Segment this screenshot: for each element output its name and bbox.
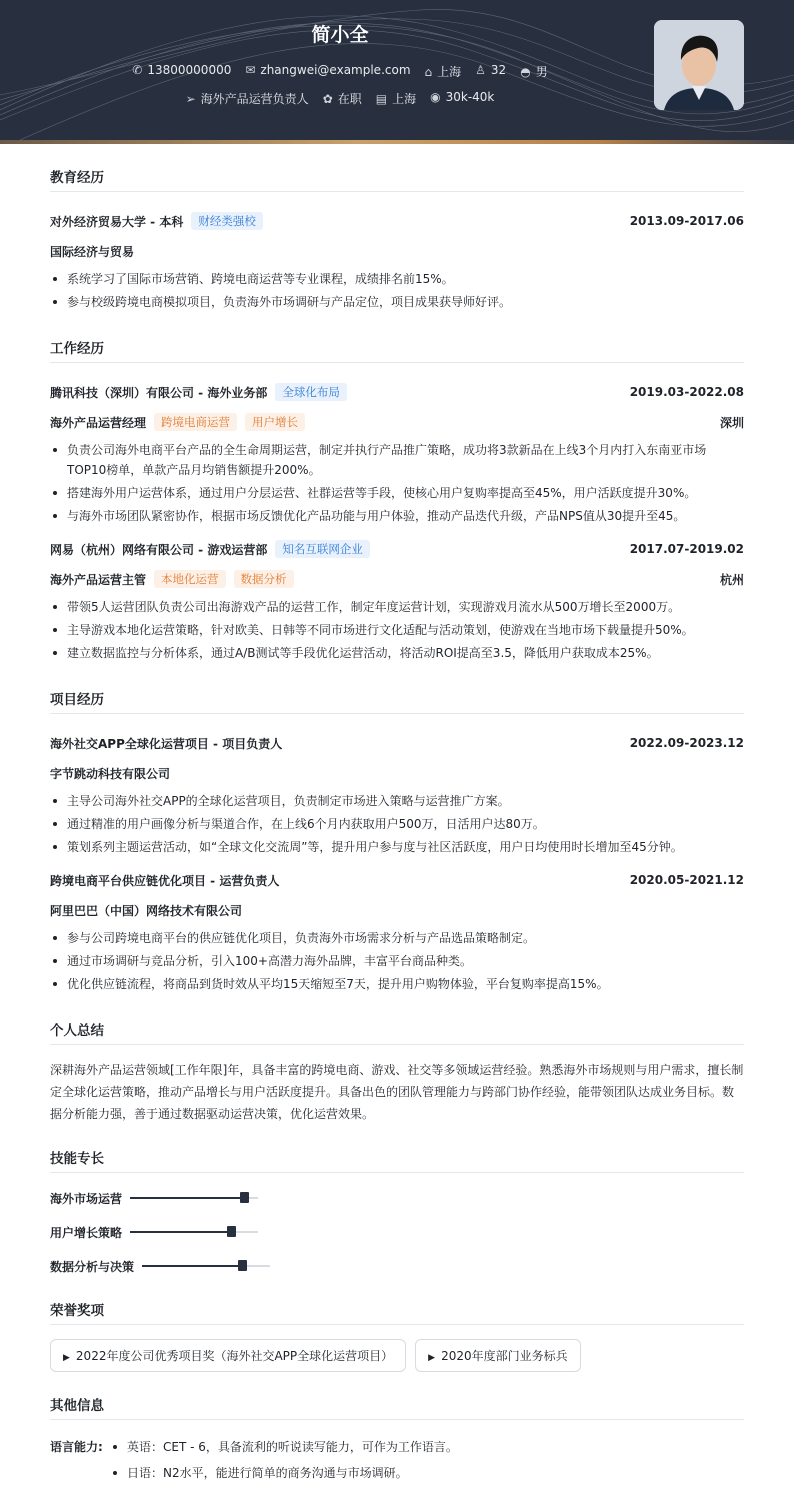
project-item	[50, 728, 744, 857]
project-org: 字节跳动科技有限公司	[50, 766, 171, 781]
gender: ◓ 男	[520, 65, 548, 79]
skill-level-knob	[240, 1192, 249, 1203]
work-title: 工作经历	[50, 315, 744, 363]
list-item: 与海外市场团队紧密协作，根据市场反馈优化产品功能与用户体验，推动产品迭代升级，产品NPS值从30提升至45。	[50, 506, 744, 526]
award-item[interactable]: ▶ 2020年度部门业务标兵	[415, 1339, 580, 1372]
skill-level-bar	[130, 1231, 258, 1233]
skill-level-bar	[142, 1265, 270, 1267]
list-item: 英语：CET - 6，具备流利的听说读写能力，可作为工作语言。	[110, 1437, 458, 1457]
list-item: 带领5人运营团队负责公司出海游戏产品的运营工作，制定年度运营计划，实现游戏月流水从500万增长至2000万。	[50, 597, 744, 617]
projects-title: 项目经历	[50, 666, 744, 714]
skill-level-bar	[130, 1197, 258, 1199]
project-org: 阿里巴巴（中国）网络技术有限公司	[50, 903, 243, 918]
date: 2019.03-2022.08	[629, 385, 744, 399]
list-item: 策划系列主题运营活动，如“全球文化交流周”等，提升用户参与度与社区活跃度，用户日均使用时长增加至45分钟。	[50, 837, 744, 857]
education-title: 教育经历	[50, 144, 744, 192]
project-name: 跨境电商平台供应链优化项目 - 运营负责人	[50, 873, 280, 888]
list-item: 建立数据监控与分析体系，通过A/B测试等手段优化运营活动，将活动ROI提高至3.5，降低用户获取成本25%。	[50, 643, 744, 663]
list-item: 通过精准的用户画像分析与渠道合作，在上线6个月内获取用户500万，日活用户达80万。	[50, 814, 744, 834]
project-item	[50, 865, 744, 994]
major: 国际经济与贸易	[50, 244, 135, 259]
triangle-right-icon: ▶	[63, 1353, 70, 1363]
status-icon: ✿	[322, 92, 333, 106]
education-item	[50, 206, 744, 312]
awards-title: 荣誉奖项	[50, 1277, 744, 1325]
date: 2013.09-2017.06	[629, 214, 744, 228]
date: 2020.05-2021.12	[629, 873, 744, 887]
company-tag: 知名互联网企业	[275, 540, 370, 558]
summary-text: 深耕海外产品运营领域[工作年限]年，具备丰富的跨境电商、游戏、社交等多领域运营经验。熟悉海外市场规则与用户需求，擅长制定全球化运营策略，推动产品增长与用户活跃度提升。具备出色的团队管理能力与跨部门协作经验，能带领团队达成业务目标。数据分析能力强，善于通过数据驱动运营决策，优化运营效果。	[50, 1063, 744, 1121]
skill-name: 海外市场运营	[50, 1191, 123, 1206]
cake-icon: ♙	[475, 63, 486, 77]
skill-level-fill	[130, 1197, 245, 1199]
role: 海外产品运营经理	[50, 415, 147, 430]
building-icon: ▤	[375, 92, 388, 106]
school-tag: 财经类强校	[191, 212, 263, 230]
skills-list	[50, 1187, 744, 1277]
list-item: 日语：N2水平，能进行简单的商务沟通与市场调研。	[110, 1463, 458, 1483]
phone: ✆ 13800000000	[132, 63, 232, 77]
skill-tag: 用户增长	[245, 413, 305, 431]
skill-tag: 数据分析	[234, 570, 294, 588]
skills-title: 技能专长	[50, 1125, 744, 1173]
date: 2017.07-2019.02	[629, 542, 744, 556]
award-item[interactable]: ▶ 2022年度公司优秀项目奖（海外社交APP全球化运营项目）	[50, 1339, 406, 1372]
send-icon: ➢	[185, 92, 196, 106]
list-item: 系统学习了国际市场营销、跨境电商运营等专业课程，成绩排名前15%。	[50, 269, 744, 289]
candidate-name: 简小全	[311, 24, 369, 46]
home-icon: ⌂	[424, 65, 433, 79]
target-city: ▤ 上海	[375, 92, 417, 106]
location: ⌂ 上海	[424, 65, 462, 79]
list-item: 参与公司跨境电商平台的供应链优化项目，负责海外市场需求分析与产品选品策略制定。	[50, 928, 744, 948]
list-item: 主导公司海外社交APP的全球化运营项目，负责制定市场进入策略与运营推广方案。	[50, 791, 744, 811]
list-item: 优化供应链流程，将商品到货时效从平均15天缩短至7天，提升用户购物体验，平台复购率提高15%。	[50, 974, 744, 994]
salary: ◉ 30k-40k	[430, 90, 495, 104]
skill-tag: 跨境电商运营	[154, 413, 237, 431]
email: ✉ zhangwei@example.com	[245, 63, 411, 77]
skill-level-knob	[227, 1226, 236, 1237]
list-item: 通过市场调研与竞品分析，引入100+高潜力海外品牌，丰富平台商品种类。	[50, 951, 744, 971]
work-item	[50, 534, 744, 663]
skill-tag: 本地化运营	[154, 570, 226, 588]
skill-name: 用户增长策略	[50, 1225, 123, 1240]
other-title: 其他信息	[50, 1372, 744, 1420]
city: 深圳	[719, 415, 744, 430]
list-item: 搭建海外用户运营体系，通过用户分层运营、社群运营等手段，使核心用户复购率提高至45%，用户活跃度提升30%。	[50, 483, 744, 503]
triangle-right-icon: ▶	[428, 1353, 436, 1363]
target-position: ➢ 海外产品运营负责人	[185, 92, 309, 106]
list-item: 负责公司海外电商平台产品的全生命周期运营，制定并执行产品推广策略，成功将3款新品在上线3个月内打入东南亚市场TOP10榜单，单款产品月均销售额提升200%。	[50, 440, 744, 480]
skill-item	[50, 1221, 403, 1243]
skill-name: 数据分析与决策	[50, 1259, 135, 1274]
company: 网易（杭州）网络有限公司 - 游戏运营部	[50, 542, 268, 557]
project-name: 海外社交APP全球化运营项目 - 项目负责人	[50, 736, 283, 751]
date: 2022.09-2023.12	[629, 736, 744, 750]
resume-header	[0, 0, 794, 140]
mail-icon: ✉	[245, 63, 256, 77]
list-item: 参与校级跨境电商模拟项目，负责海外市场调研与产品定位，项目成果获导师好评。	[50, 292, 744, 312]
skill-level-fill	[130, 1231, 232, 1233]
role: 海外产品运营主管	[50, 572, 147, 587]
school: 对外经济贸易大学 - 本科	[50, 214, 184, 229]
job-status: ✿ 在职	[322, 92, 362, 106]
skill-level-fill	[142, 1265, 243, 1267]
company-tag: 全球化布局	[275, 383, 347, 401]
user-icon: ◓	[520, 65, 531, 79]
company: 腾讯科技（深圳）有限公司 - 海外业务部	[50, 385, 268, 400]
skill-item	[50, 1255, 403, 1277]
phone-icon: ✆	[132, 63, 143, 77]
skill-level-knob	[238, 1260, 247, 1271]
language-label: 语言能力:	[50, 1440, 103, 1454]
money-icon: ◉	[430, 90, 441, 104]
summary-title: 个人总结	[50, 997, 744, 1045]
age: ♙ 32	[475, 63, 507, 77]
city: 杭州	[719, 572, 744, 587]
list-item: 主导游戏本地化运营策略，针对欧美、日韩等不同市场进行文化适配与活动策划，使游戏在当地市场下载量提升50%。	[50, 620, 744, 640]
avatar	[654, 20, 744, 110]
work-item	[50, 377, 744, 526]
skill-item	[50, 1187, 403, 1209]
